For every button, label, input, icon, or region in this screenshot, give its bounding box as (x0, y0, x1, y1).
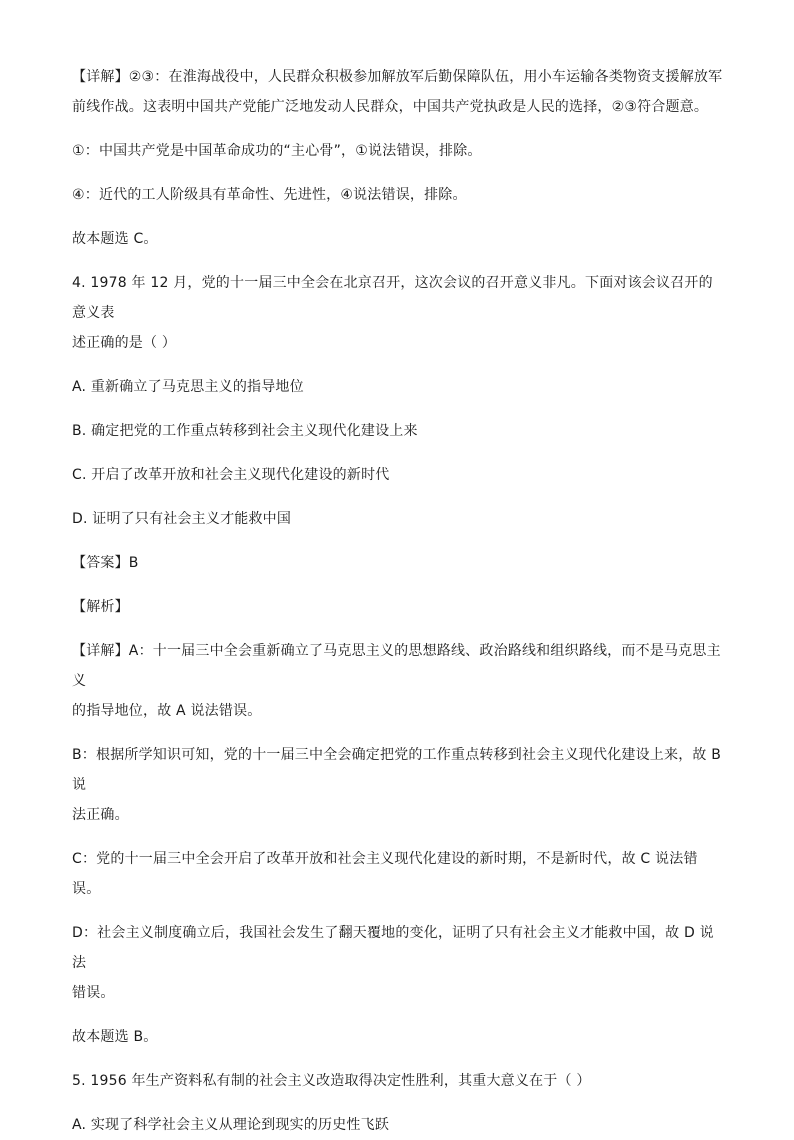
text-line: 【详解】②③：在淮海战役中，人民群众积极参加解放军后勤保障队伍，用小车运输各类物资支援解放军 (72, 69, 723, 85)
text-line: 【解析】 (72, 599, 129, 615)
text-line: 的指导地位，故 A 说法错误。 (72, 703, 262, 719)
text-line: C. 开启了改革开放和社会主义现代化建设的新时代 (72, 467, 390, 483)
text-line: 【答案】B (72, 555, 139, 571)
text-line: 故本题选 C。 (72, 231, 158, 247)
text-line: 法正确。 (72, 807, 129, 823)
text-line: 4. 1978 年 12 月，党的十一届三中全会在北京召开，这次会议的召开意义非凡。下面对该会议召开的意义表 (72, 275, 713, 321)
question-4-stem (72, 268, 724, 358)
question-4-explanation-b (72, 740, 724, 830)
text-line: B：根据所学知识可知，党的十一届三中全会确定把党的工作重点转移到社会主义现代化建设上来，故 B 说 (72, 747, 722, 793)
question-4-explanation-d (72, 918, 724, 1008)
question-4-conclusion (72, 1022, 724, 1052)
text-line: A. 实现了科学社会主义从理论到现实的历史性飞跃 (72, 1117, 390, 1133)
question-4-option-d (72, 504, 724, 534)
explanation-paragraph-1 (72, 136, 724, 166)
text-line: 错误。 (72, 985, 115, 1001)
text-line: D：社会主义制度确立后，我国社会发生了翻天覆地的变化，证明了只有社会主义才能救中国，故 D 说法 (72, 925, 714, 971)
question-4-answer (72, 548, 724, 578)
text-line: 述正确的是（ ） (72, 335, 177, 351)
explanation-paragraph-4 (72, 180, 724, 210)
text-line: D. 证明了只有社会主义才能救中国 (72, 511, 292, 527)
explanation-paragraph-23 (72, 62, 724, 122)
question-5-stem (72, 1066, 724, 1096)
question-4-option-c (72, 460, 724, 490)
text-line: 【详解】A：十一届三中全会重新确立了马克思主义的思想路线、政治路线和组织路线，而不是马克思主义 (72, 643, 721, 689)
text-line: 5. 1956 年生产资料私有制的社会主义改造取得决定性胜利，其重大意义在于（ ） (72, 1073, 591, 1089)
question-4-option-b (72, 416, 724, 446)
document-page (72, 62, 724, 1140)
question-4-explanation-c (72, 844, 724, 904)
text-line: A. 重新确立了马克思主义的指导地位 (72, 379, 304, 395)
question-4-analysis-heading (72, 592, 724, 622)
question-4-option-a (72, 372, 724, 402)
text-line: 故本题选 B。 (72, 1029, 158, 1045)
question-5-option-a (72, 1110, 724, 1140)
question-4-explanation-a (72, 636, 724, 726)
text-line: ①：中国共产党是中国革命成功的“主心骨”，①说法错误，排除。 (72, 143, 482, 159)
text-line: C：党的十一届三中全会开启了改革开放和社会主义现代化建设的新时期，不是新时代，故 C 说法错误。 (72, 851, 698, 897)
text-line: 前线作战。这表明中国共产党能广泛地发动人民群众，中国共产党执政是人民的选择，②③符合题意。 (72, 99, 709, 115)
text-line: ④：近代的工人阶级具有革命性、先进性，④说法错误，排除。 (72, 187, 467, 203)
answer-conclusion (72, 224, 724, 254)
text-line: B. 确定把党的工作重点转移到社会主义现代化建设上来 (72, 423, 418, 439)
